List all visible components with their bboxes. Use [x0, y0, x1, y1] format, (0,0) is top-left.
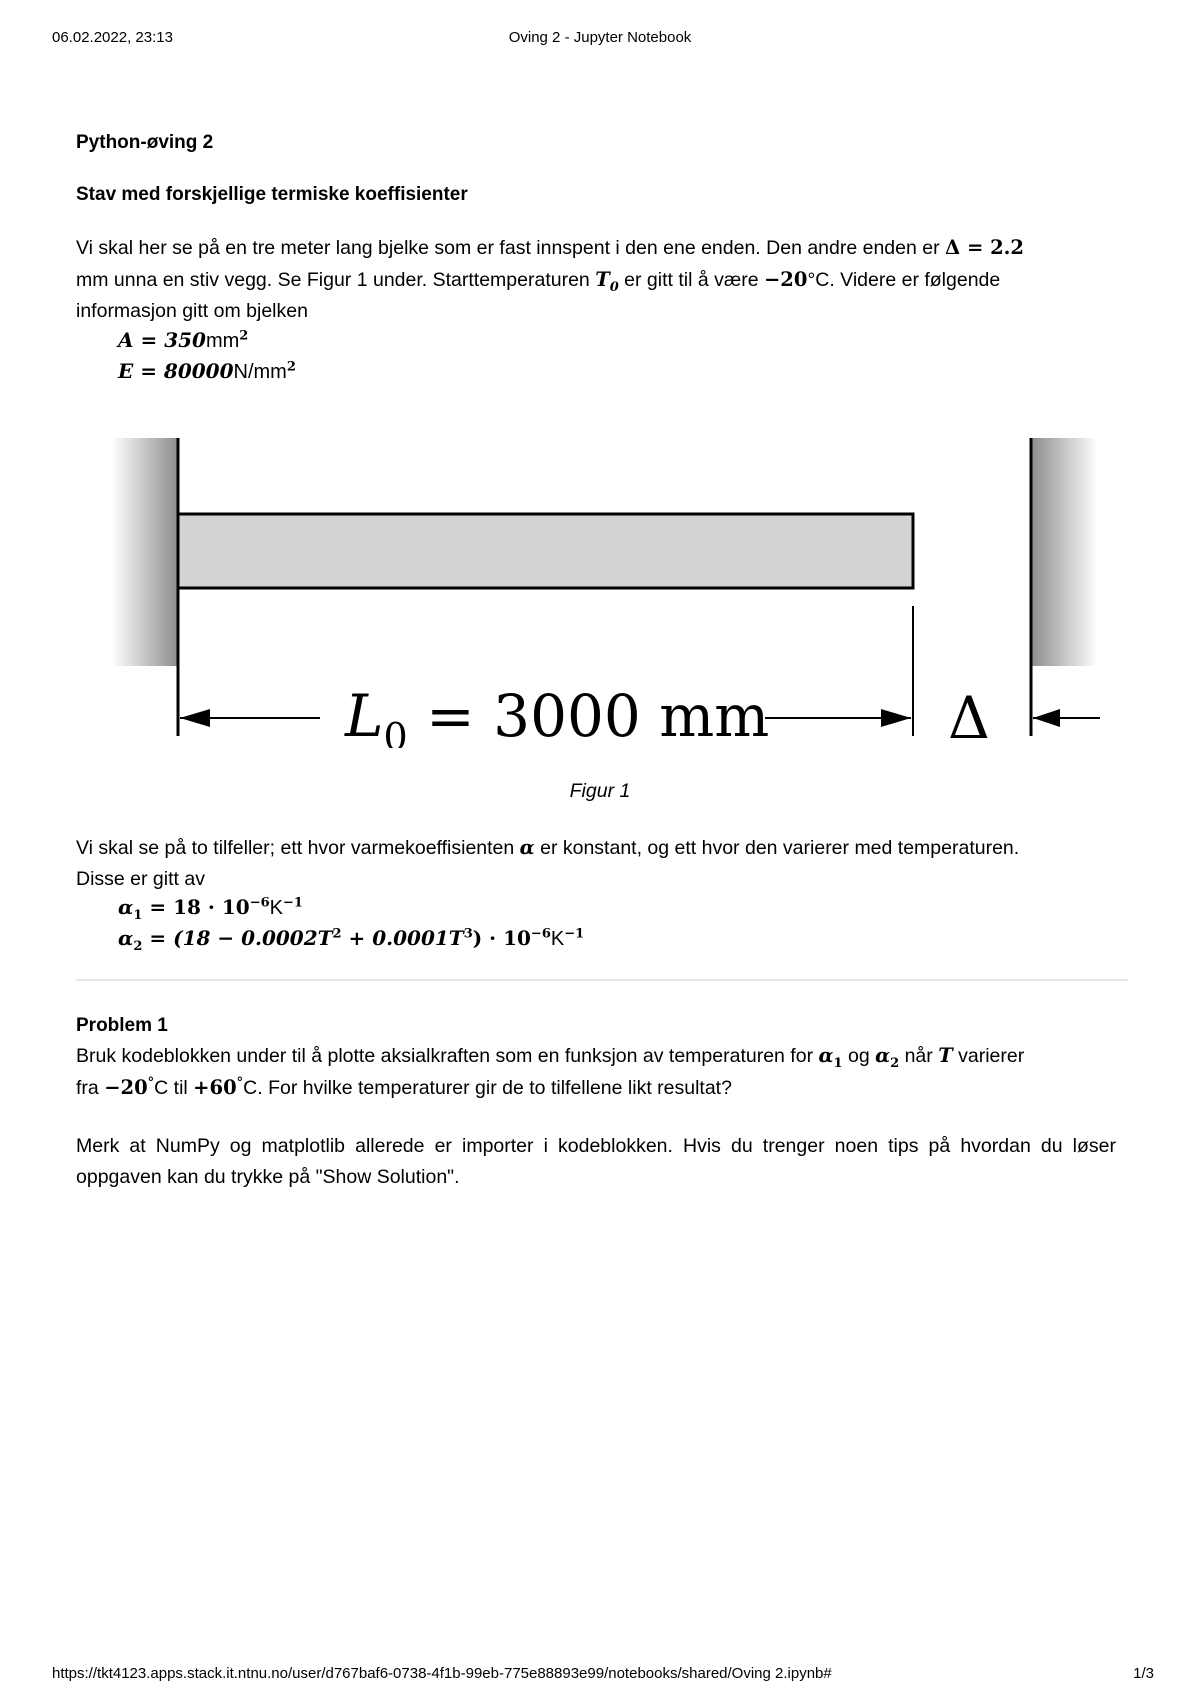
beam [178, 514, 913, 588]
print-page-number: 1/3 [1133, 1665, 1154, 1682]
print-url: https://tkt4123.apps.stack.it.ntnu.no/user/d767baf6-0738-4f1b-99eb-775e88893e99/notebooks/shared/Oving 2.ipynb# [52, 1665, 832, 1682]
t0-value: −20 [763, 268, 808, 291]
figure-caption: Figur 1 [569, 780, 631, 802]
alpha-symbol: α [519, 836, 535, 859]
alpha1-equation: $\alpha_1 = 18 \cdot 10^{-6}K^{-1}$ [118, 895, 303, 923]
notebook-title: Python-øving 2 [76, 132, 214, 153]
problem-1-title: Problem 1 [76, 1015, 168, 1036]
intro-text-3: er gitt til å være [618, 269, 764, 291]
arrow-left-head [180, 709, 210, 727]
beam-figure [110, 438, 1100, 748]
delta-equation: Δ = 2.2 [945, 236, 1025, 259]
problem-1-note: Merk at NumPy og matplotlib allerede er importer i kodeblokken. Hvis du trenger noen tips på hvordan du løser oppgaven kan du trykke på "Show Solution". [76, 1135, 1116, 1188]
intro-text-4: °C. Videre er følgende [807, 269, 1001, 291]
beam-diagram [110, 438, 1100, 748]
right-wall [1031, 438, 1098, 666]
left-wall [112, 438, 178, 666]
arrow-right-head [881, 709, 911, 727]
problem-1-text: Bruk kodeblokken under til å plotte aksialkraften som en funksjon av temperaturen for $\alpha_1$ og $\alpha_2$ når T varierer fra −20°C til +60°C. For hvilke temperaturer gir de to tilfellene likt resultat? [76, 1044, 1025, 1099]
intro-text-2: mm unna en stiv vegg. Se Figur 1 under. Starttemperaturen [76, 269, 596, 291]
intro-text-1: Vi skal her se på en tre meter lang bjelke som er fast innspent i den ene enden. Den andre enden er [76, 237, 946, 259]
delta-label: Δ [948, 684, 990, 748]
gap-arrow-head [1033, 709, 1060, 727]
print-datetime: 06.02.2022, 23:13 [52, 29, 173, 46]
modulus-equation: $E = 80000N/mm^2$ [118, 359, 296, 383]
alpha-paragraph: Vi skal se på to tilfeller; ett hvor varmekoeffisienten α er konstant, og ett hvor den varierer med temperaturen. Disse er gitt av [76, 836, 1020, 890]
cell-divider [76, 979, 1128, 981]
area-equation: $A = 350mm^2$ [118, 328, 249, 352]
intro-text-5: informasjon gitt om bjelken [76, 300, 308, 322]
intro-paragraph [76, 232, 1116, 327]
l0-label: $L_0 = 3000$ mm [345, 682, 770, 748]
t0-symbol: $T_0$ [595, 268, 619, 295]
print-title: Oving 2 - Jupyter Notebook [508, 29, 692, 46]
alpha2-equation: $\alpha_2 = (18 - 0.0002T^2 + 0.0001T^3) \cdot 10^{-6}K^{-1}$ [118, 926, 585, 954]
section-subtitle: Stav med forskjellige termiske koeffisienter [76, 184, 468, 205]
